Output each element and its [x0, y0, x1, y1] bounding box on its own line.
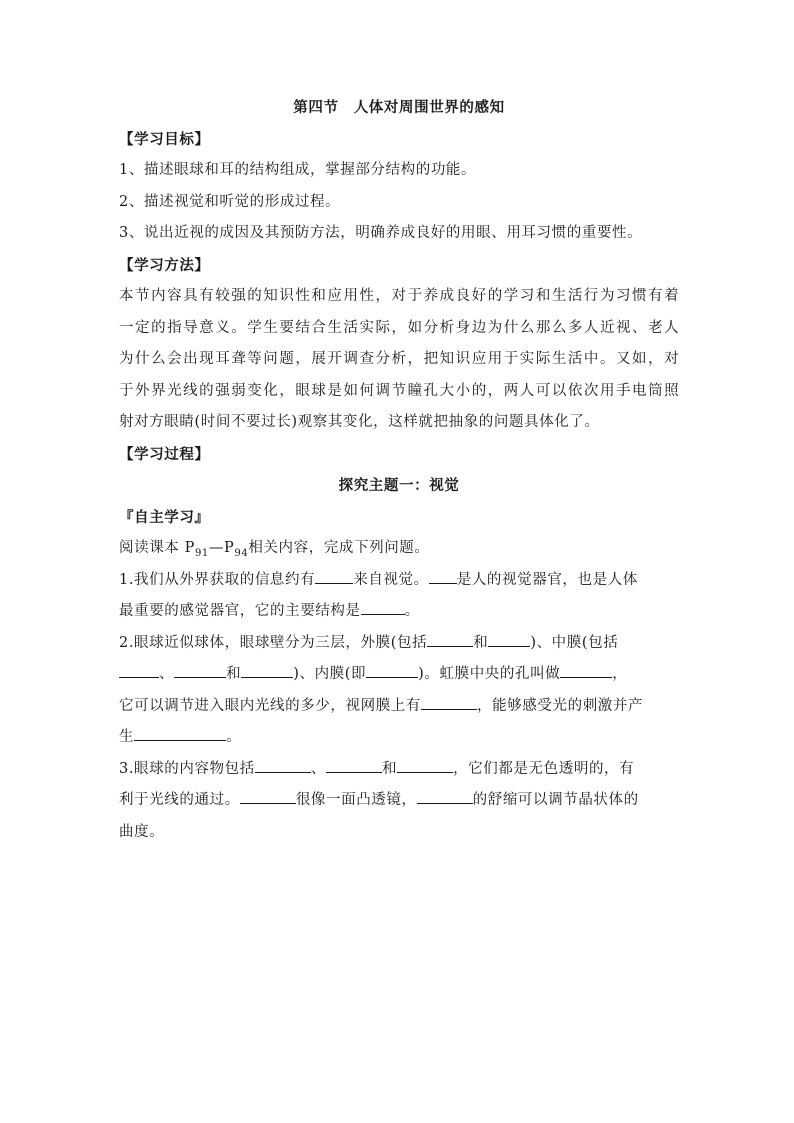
goals-heading: 【学习目标】	[119, 130, 210, 148]
question-2-line: 生 。	[119, 722, 679, 754]
methods-paragraph-line: 射对方眼睛(时间不要过长)观察其变化，这样就把抽象的问题具体化了。	[119, 414, 600, 430]
goal-item: 1、描述眼球和耳的结构组成，掌握部分结构的功能。	[119, 162, 477, 178]
reading-instruction: 阅读课本 $P_{91}—P_{94}$相关内容，完成下列问题。	[119, 540, 430, 559]
answer-blank[interactable]	[255, 758, 311, 773]
methods-heading: 【学习方法】	[119, 256, 210, 274]
goal-item: 3、说出近视的成因及其预防方法，明确养成良好的用眼、用耳习惯的重要性。	[119, 225, 643, 241]
answer-blank[interactable]	[315, 569, 353, 584]
section-title: 第四节 人体对周围世界的感知	[293, 99, 505, 116]
topic-title: 探究主题一：视觉	[338, 477, 460, 494]
methods-paragraph-line: 一定的指导意义。学生要结合生活实际，如分析身边为什么那么多人近视、老人	[119, 319, 679, 336]
answer-blank[interactable]	[366, 663, 418, 678]
self-study-heading: 『自主学习』	[119, 508, 210, 526]
document-page	[119, 92, 679, 848]
answer-blank[interactable]	[361, 600, 405, 615]
process-heading: 【学习过程】	[119, 445, 210, 463]
question-3-line: 曲度。	[119, 823, 165, 840]
answer-blank[interactable]	[427, 632, 473, 647]
question-3-line: 3.眼球的内容物包括 、 和 ，它们都是无色透明的，有	[119, 754, 679, 786]
question-2-line: 它可以调节进入眼内光线的多少，视网膜上有 ，能够感受光的刺激并产	[119, 691, 679, 723]
answer-blank[interactable]	[174, 663, 226, 678]
question-1-line: 最重要的感觉器官，它的主要结构是 。	[119, 596, 679, 628]
answer-blank[interactable]	[397, 758, 453, 773]
question-3-line: 利于光线的通过。 很像一面凸透镜， 的舒缩可以调节晶状体的	[119, 785, 679, 817]
answer-blank[interactable]	[134, 726, 226, 741]
answer-blank[interactable]	[326, 758, 382, 773]
answer-blank[interactable]	[488, 632, 530, 647]
goal-item: 2、描述视觉和听觉的形成过程。	[119, 193, 341, 210]
answer-blank[interactable]	[429, 569, 457, 584]
answer-blank[interactable]	[241, 663, 293, 678]
answer-blank[interactable]	[240, 789, 296, 804]
methods-paragraph-line: 于外界光线的强弱变化，眼球是如何调节瞳孔大小的，两人可以依次用手电筒照	[119, 382, 679, 399]
question-2-line: 2.眼球近似球体，眼球壁分为三层，外膜(包括 和 )、中膜(包括	[119, 628, 679, 660]
methods-paragraph-line: 本节内容具有较强的知识性和应用性，对于养成良好的学习和生活行为习惯有着	[119, 288, 679, 304]
question-1-line: 1.我们从外界获取的信息约有 来自视觉。 是人的视觉器官，也是人体	[119, 565, 679, 597]
answer-blank[interactable]	[119, 663, 159, 678]
methods-paragraph-line: 为什么会出现耳聋等问题，展开调查分析，把知识应用于实际生活中。又如，对	[119, 351, 679, 367]
answer-blank[interactable]	[421, 695, 477, 710]
answer-blank[interactable]	[417, 789, 473, 804]
question-2-line: 、 和 )、内膜(即 )。虹膜中央的孔叫做 ，	[119, 659, 679, 691]
answer-blank[interactable]	[560, 663, 612, 678]
